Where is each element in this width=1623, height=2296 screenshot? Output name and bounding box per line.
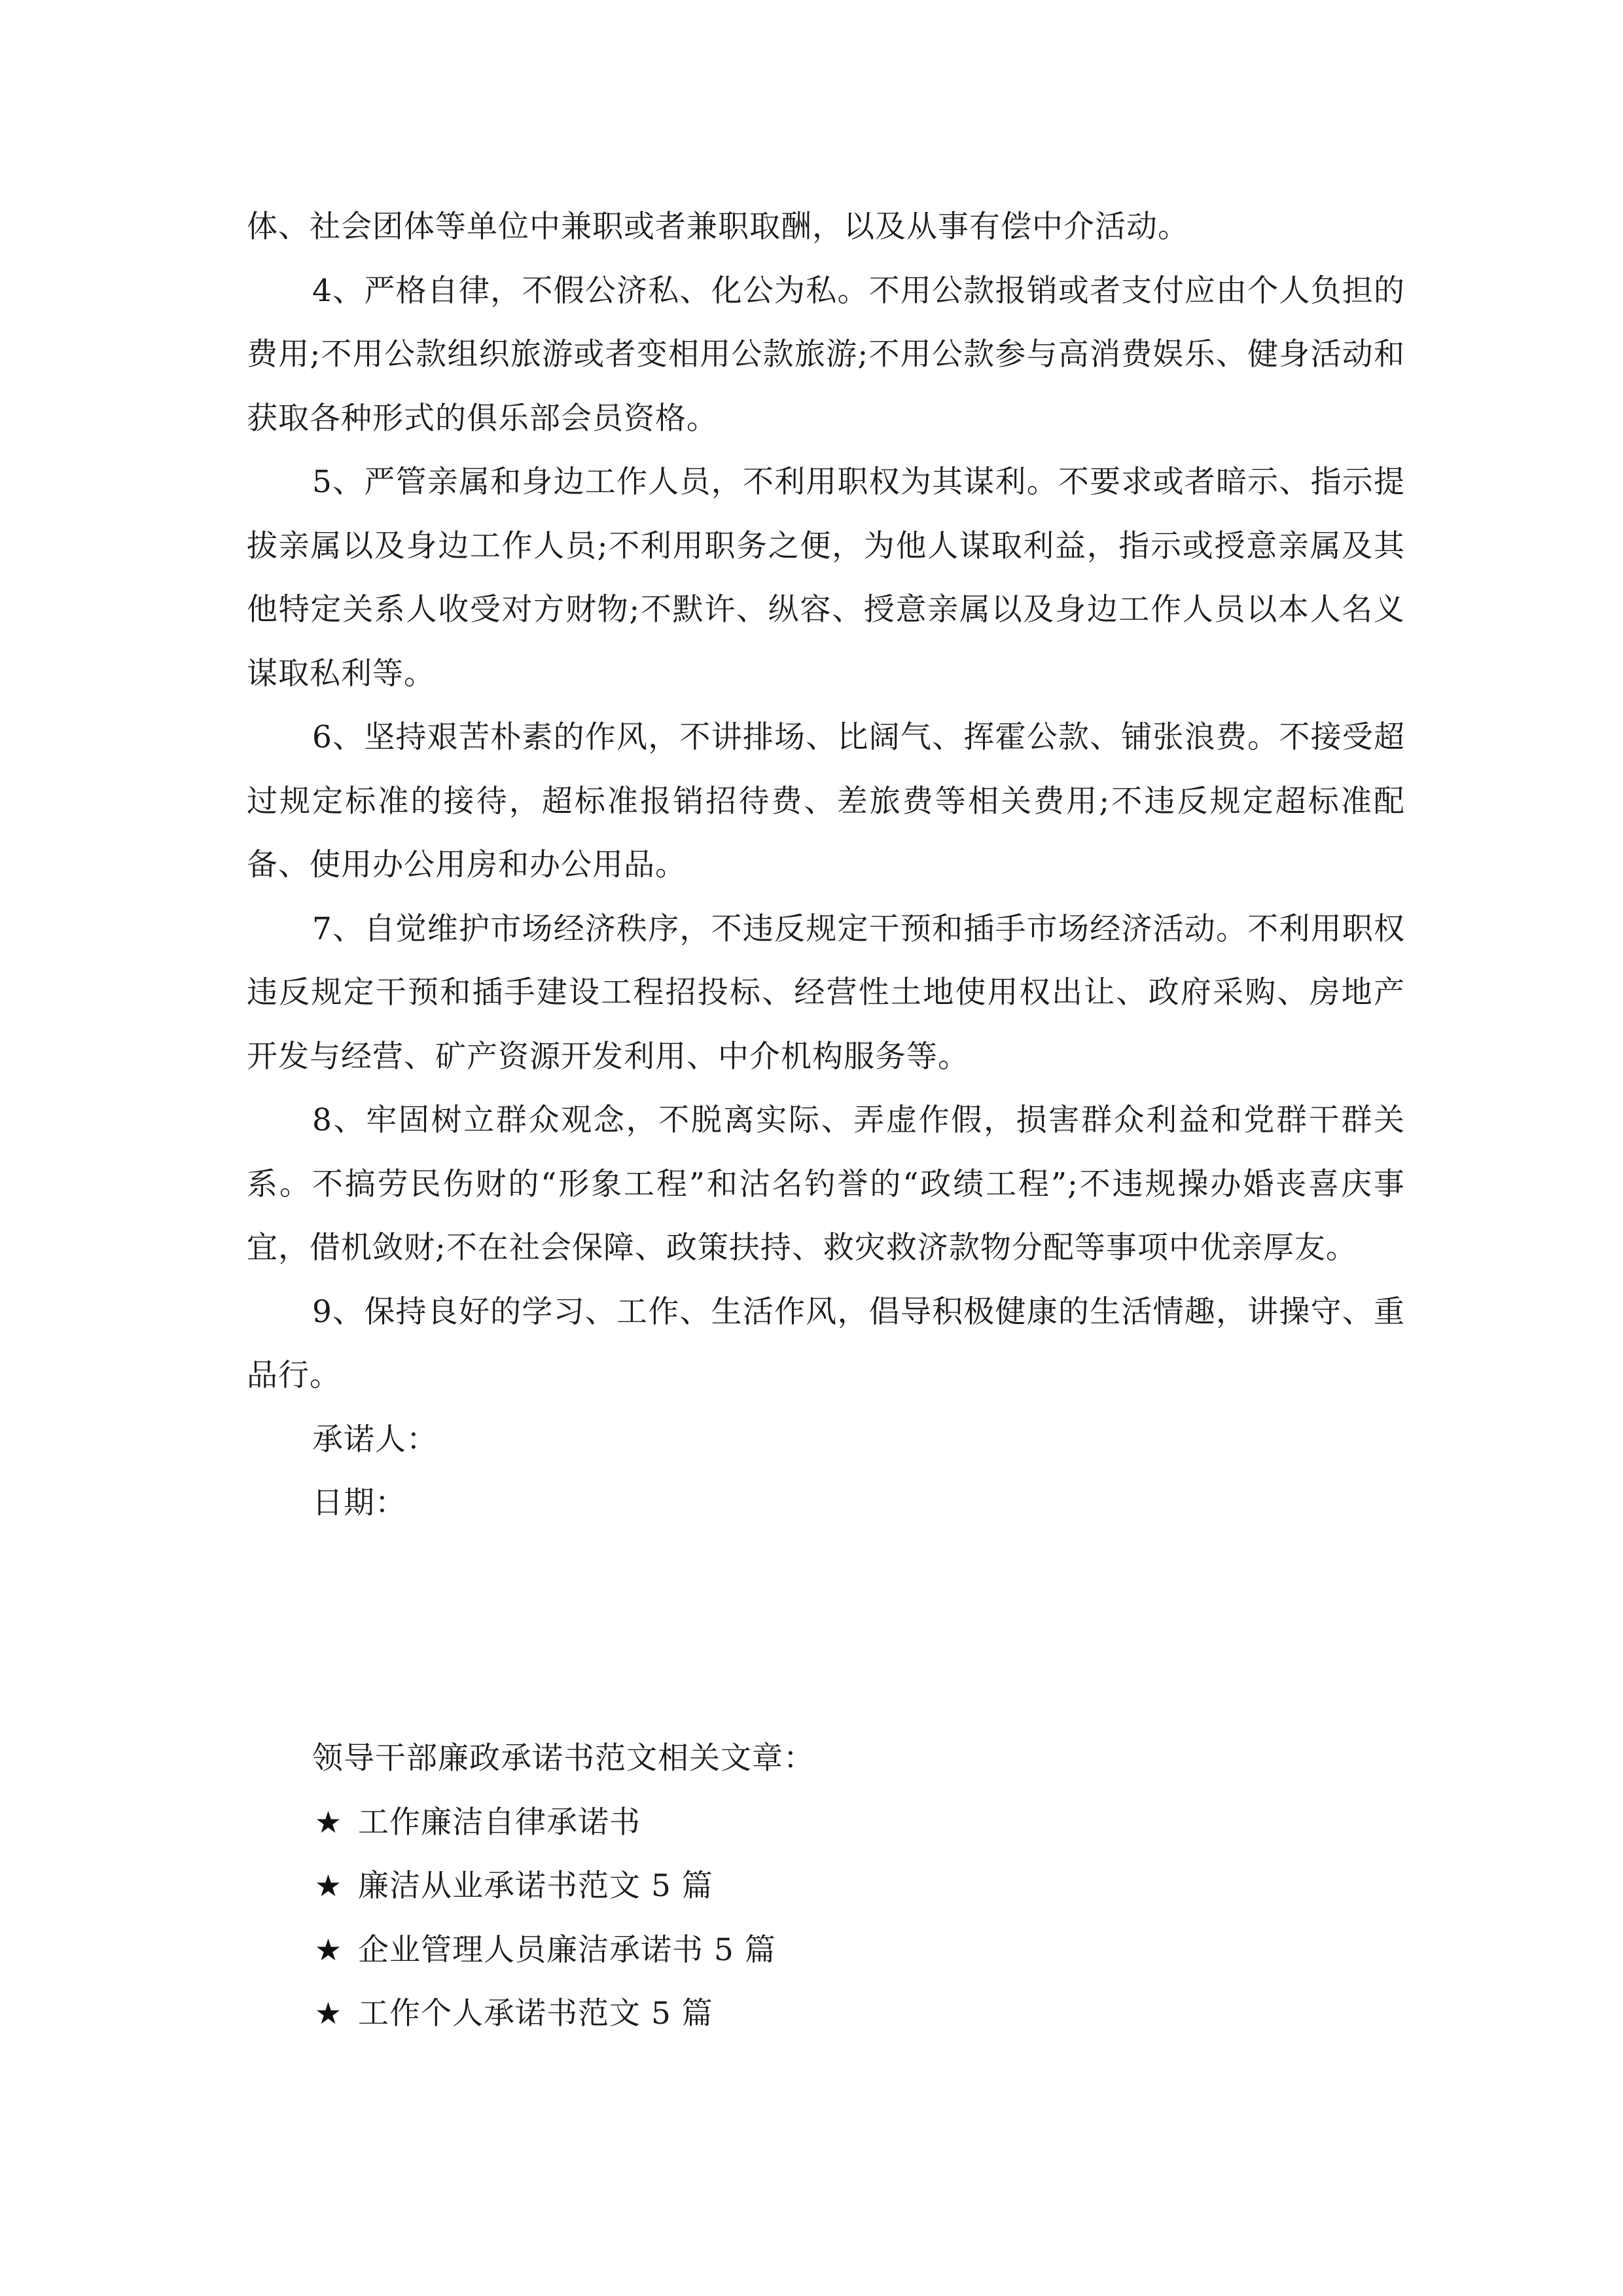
paragraph-item-6: 6、坚持艰苦朴素的作风，不讲排场、比阔气、挥霍公款、铺张浪费。不接受超过规定标准的接待，超标准报销招待费、差旅费等相关费用;不违反规定超标准配备、使用办公用房和办公用品。: [247, 719, 1405, 883]
related-article-label: 工作个人承诺书范文 5 篇: [358, 1996, 713, 2032]
related-article-link[interactable]: [312, 1982, 1405, 2046]
related-article-label: 廉洁从业承诺书范文 5 篇: [358, 1868, 713, 1904]
star-icon: ★: [314, 1996, 343, 2031]
related-articles: [247, 1727, 1405, 2046]
related-article-label: 企业管理人员廉洁承诺书 5 篇: [358, 1931, 776, 1968]
paragraph-item-7: 7、自觉维护市场经济秩序，不违反规定干预和插手市场经济活动。不利用职权违反规定干预和插手建设工程招投标、经营性土地使用权出让、政府采购、房地产开发与经营、矿产资源开发利用、中介机构服务等。: [247, 910, 1405, 1075]
paragraph-item-8: 8、牢固树立群众观念，不脱离实际、弄虚作假，损害群众利益和党群干群关系。不搞劳民伤财的“形象工程”和沽名钓誉的“政绩工程”;不违规操办婚丧喜庆事宜，借机敛财;不在社会保障、政策扶持、救灾救济款物分配等事项中优亲厚友。: [247, 1102, 1405, 1266]
related-article-label: 工作廉洁自律承诺书: [358, 1804, 641, 1840]
promisor-label: 承诺人：: [312, 1421, 438, 1458]
related-article-link[interactable]: [312, 1791, 1405, 1855]
document-body: [247, 195, 1405, 1535]
star-icon: ★: [314, 1931, 343, 1967]
paragraph-item-4: 4、严格自律，不假公济私、化公为私。不用公款报销或者支付应由个人负担的费用;不用公款组织旅游或者变相用公款旅游;不用公款参与高消费娱乐、健身活动和获取各种形式的俱乐部会员资格。: [247, 272, 1405, 437]
paragraph-item-9: 9、保持良好的学习、工作、生活作风，倡导积极健康的生活情趣，讲操守、重品行。: [247, 1293, 1405, 1393]
related-article-link[interactable]: [312, 1854, 1405, 1918]
paragraph-continuation: 体、社会团体等单位中兼职或者兼职取酬，以及从事有偿中介活动。: [247, 209, 1189, 245]
related-articles-list: [247, 1791, 1405, 2046]
paragraph-item-5: 5、严管亲属和身边工作人员，不利用职权为其谋利。不要求或者暗示、指示提拔亲属以及身边工作人员;不利用职务之便，为他人谋取利益，指示或授意亲属及其他特定关系人收受对方财物;不默许、纵容、授意亲属以及身边工作人员以本人名义谋取私利等。: [247, 464, 1405, 692]
related-article-link[interactable]: [312, 1918, 1405, 1982]
date-label: 日期：: [312, 1485, 406, 1521]
star-icon: ★: [314, 1868, 343, 1903]
star-icon: ★: [314, 1804, 343, 1840]
related-articles-title: 领导干部廉政承诺书范文相关文章：: [312, 1740, 815, 1776]
